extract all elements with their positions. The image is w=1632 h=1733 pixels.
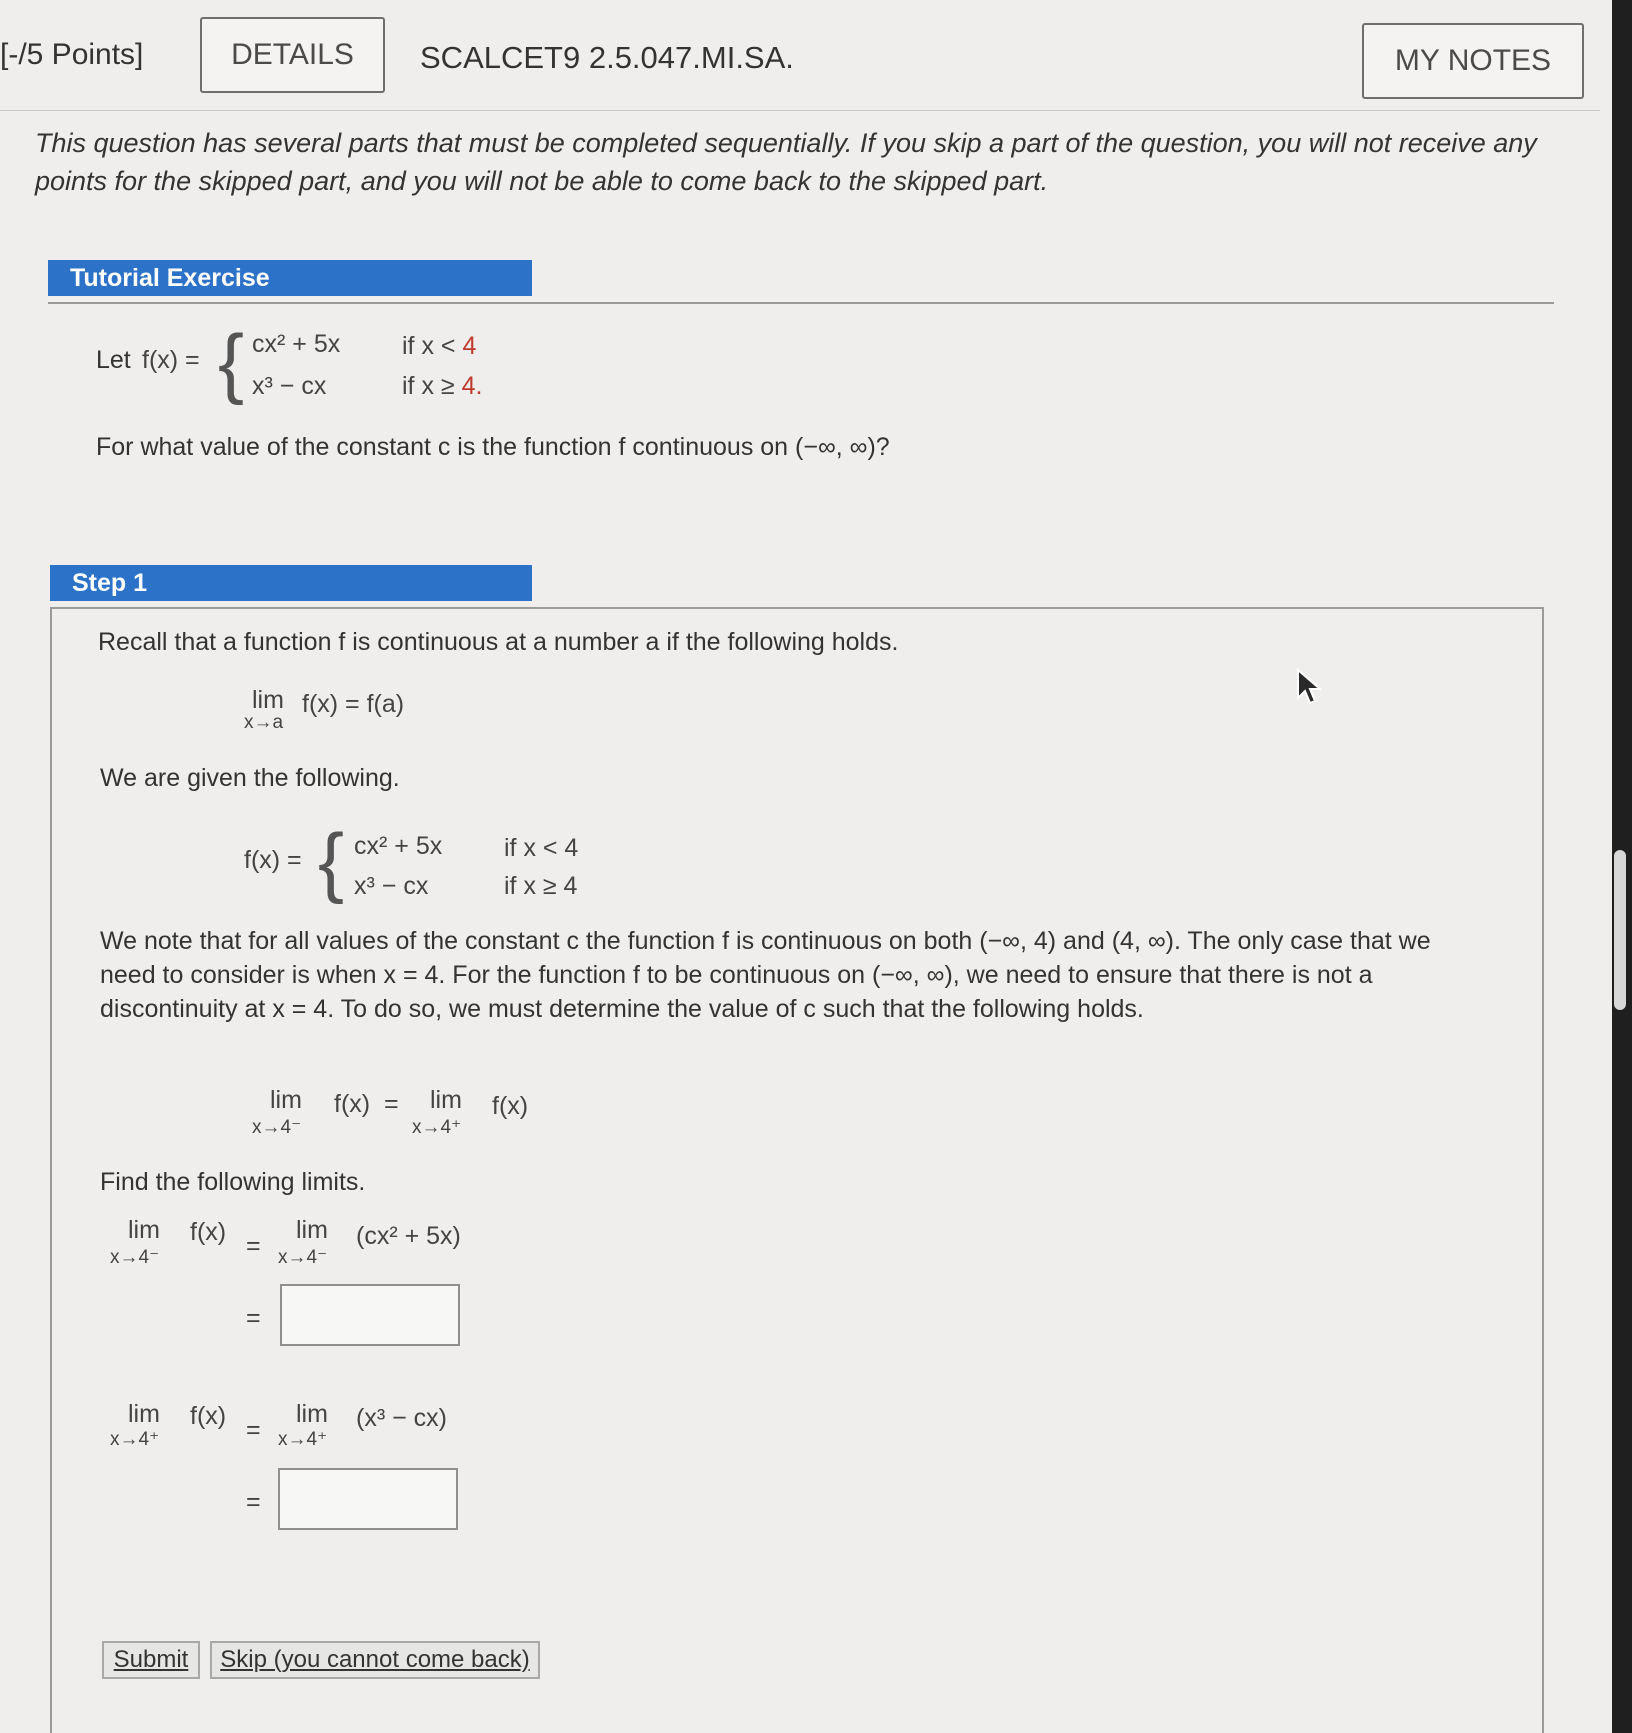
- rhl-answer-equals: =: [246, 1488, 261, 1516]
- limit-def-lim: lim: [252, 686, 284, 714]
- skip-button[interactable]: Skip (you cannot come back): [210, 1641, 540, 1679]
- lhl-rhs-subscript: x→4⁻: [278, 1247, 328, 1268]
- step-piece-2-condition: if x ≥ 4: [504, 872, 578, 900]
- my-notes-button[interactable]: MY NOTES: [1362, 23, 1584, 99]
- lhl-equals: =: [246, 1232, 261, 1260]
- question-id: SCALCET9 2.5.047.MI.SA.: [420, 40, 794, 75]
- lhl-answer-equals: =: [246, 1304, 261, 1332]
- details-button[interactable]: DETAILS: [200, 17, 385, 93]
- step-piece-1-condition: if x < 4: [504, 834, 579, 862]
- right-limit-fx: f(x): [492, 1092, 529, 1120]
- piece-2-boundary: 4.: [461, 372, 483, 400]
- lhl-rhs-lim: lim: [296, 1216, 328, 1244]
- left-limit-fx: f(x): [334, 1090, 371, 1118]
- step-function-label: f(x) =: [244, 846, 302, 874]
- limit-def-rhs: f(x) = f(a): [302, 690, 405, 718]
- piece-2-expression: x³ − cx: [252, 372, 327, 400]
- submit-button[interactable]: Submit: [102, 1641, 200, 1679]
- lhl-lim: lim: [128, 1216, 160, 1244]
- lhl-expression: (cx² + 5x): [356, 1222, 461, 1250]
- equality-sign: =: [384, 1090, 399, 1118]
- lhl-subscript: x→4⁻: [110, 1247, 160, 1268]
- limit-def-subscript: x→a: [244, 712, 284, 733]
- left-brace: {: [218, 318, 245, 406]
- step-1-header: Step 1: [50, 565, 532, 601]
- continuity-note: We note that for all values of the constant c the function f is continuous on both (−∞, 4) and (4, ∞). The only case that we need to consider is when x = 4. For the function f to be continuous on (−∞, ∞), we need to ensure that there is not a discontinuity at x = 4. To do so, we must determine the value of c such that the following holds.: [100, 927, 1431, 1023]
- step-left-brace: {: [318, 817, 345, 905]
- rhl-expression: (x³ − cx): [356, 1404, 447, 1432]
- function-label: f(x) =: [142, 346, 200, 374]
- points-label: [-/5 Points]: [0, 38, 144, 71]
- piece-1-condition: if x < 4: [402, 332, 477, 360]
- rhl-fx: f(x): [190, 1402, 227, 1430]
- tutorial-exercise-header: Tutorial Exercise: [48, 260, 532, 296]
- right-limit-lim: lim: [430, 1086, 462, 1114]
- sequential-instructions: This question has several parts that must be completed sequentially. If you skip a part of the question, you will not receive any points for the skipped part, and you will not be able to come back to the skipped part.: [35, 128, 1537, 196]
- rhl-lim: lim: [128, 1400, 160, 1428]
- piece-2-condition: if x ≥ 4.: [402, 372, 483, 400]
- right-limit-subscript: x→4⁺: [412, 1117, 462, 1138]
- left-limit-lim: lim: [270, 1086, 302, 1114]
- piece-1-boundary: 4: [462, 332, 477, 360]
- page-scrollbar-thumb[interactable]: [1614, 850, 1626, 1010]
- left-limit-answer-input[interactable]: [280, 1284, 460, 1346]
- rhl-rhs-subscript: x→4⁺: [278, 1429, 328, 1450]
- question-header: [0, 0, 1600, 111]
- tutorial-divider: [48, 302, 1554, 304]
- mouse-pointer-icon: [1296, 668, 1322, 708]
- lhl-fx: f(x): [190, 1218, 227, 1246]
- given-text: We are given the following.: [100, 764, 400, 792]
- piece-1-expression: cx² + 5x: [252, 330, 341, 358]
- rhl-equals: =: [246, 1416, 261, 1444]
- find-limits-text: Find the following limits.: [100, 1168, 366, 1196]
- let-prefix: Let: [96, 346, 131, 374]
- recall-text: Recall that a function f is continuous at a number a if the following holds.: [98, 628, 899, 656]
- left-limit-subscript: x→4⁻: [252, 1117, 302, 1138]
- right-limit-answer-input[interactable]: [278, 1468, 458, 1530]
- rhl-rhs-lim: lim: [296, 1400, 328, 1428]
- step-piece-2-expression: x³ − cx: [354, 872, 429, 900]
- continuity-question: For what value of the constant c is the function f continuous on (−∞, ∞)?: [96, 433, 890, 461]
- rhl-subscript: x→4⁺: [110, 1429, 160, 1450]
- step-piece-1-expression: cx² + 5x: [354, 832, 443, 860]
